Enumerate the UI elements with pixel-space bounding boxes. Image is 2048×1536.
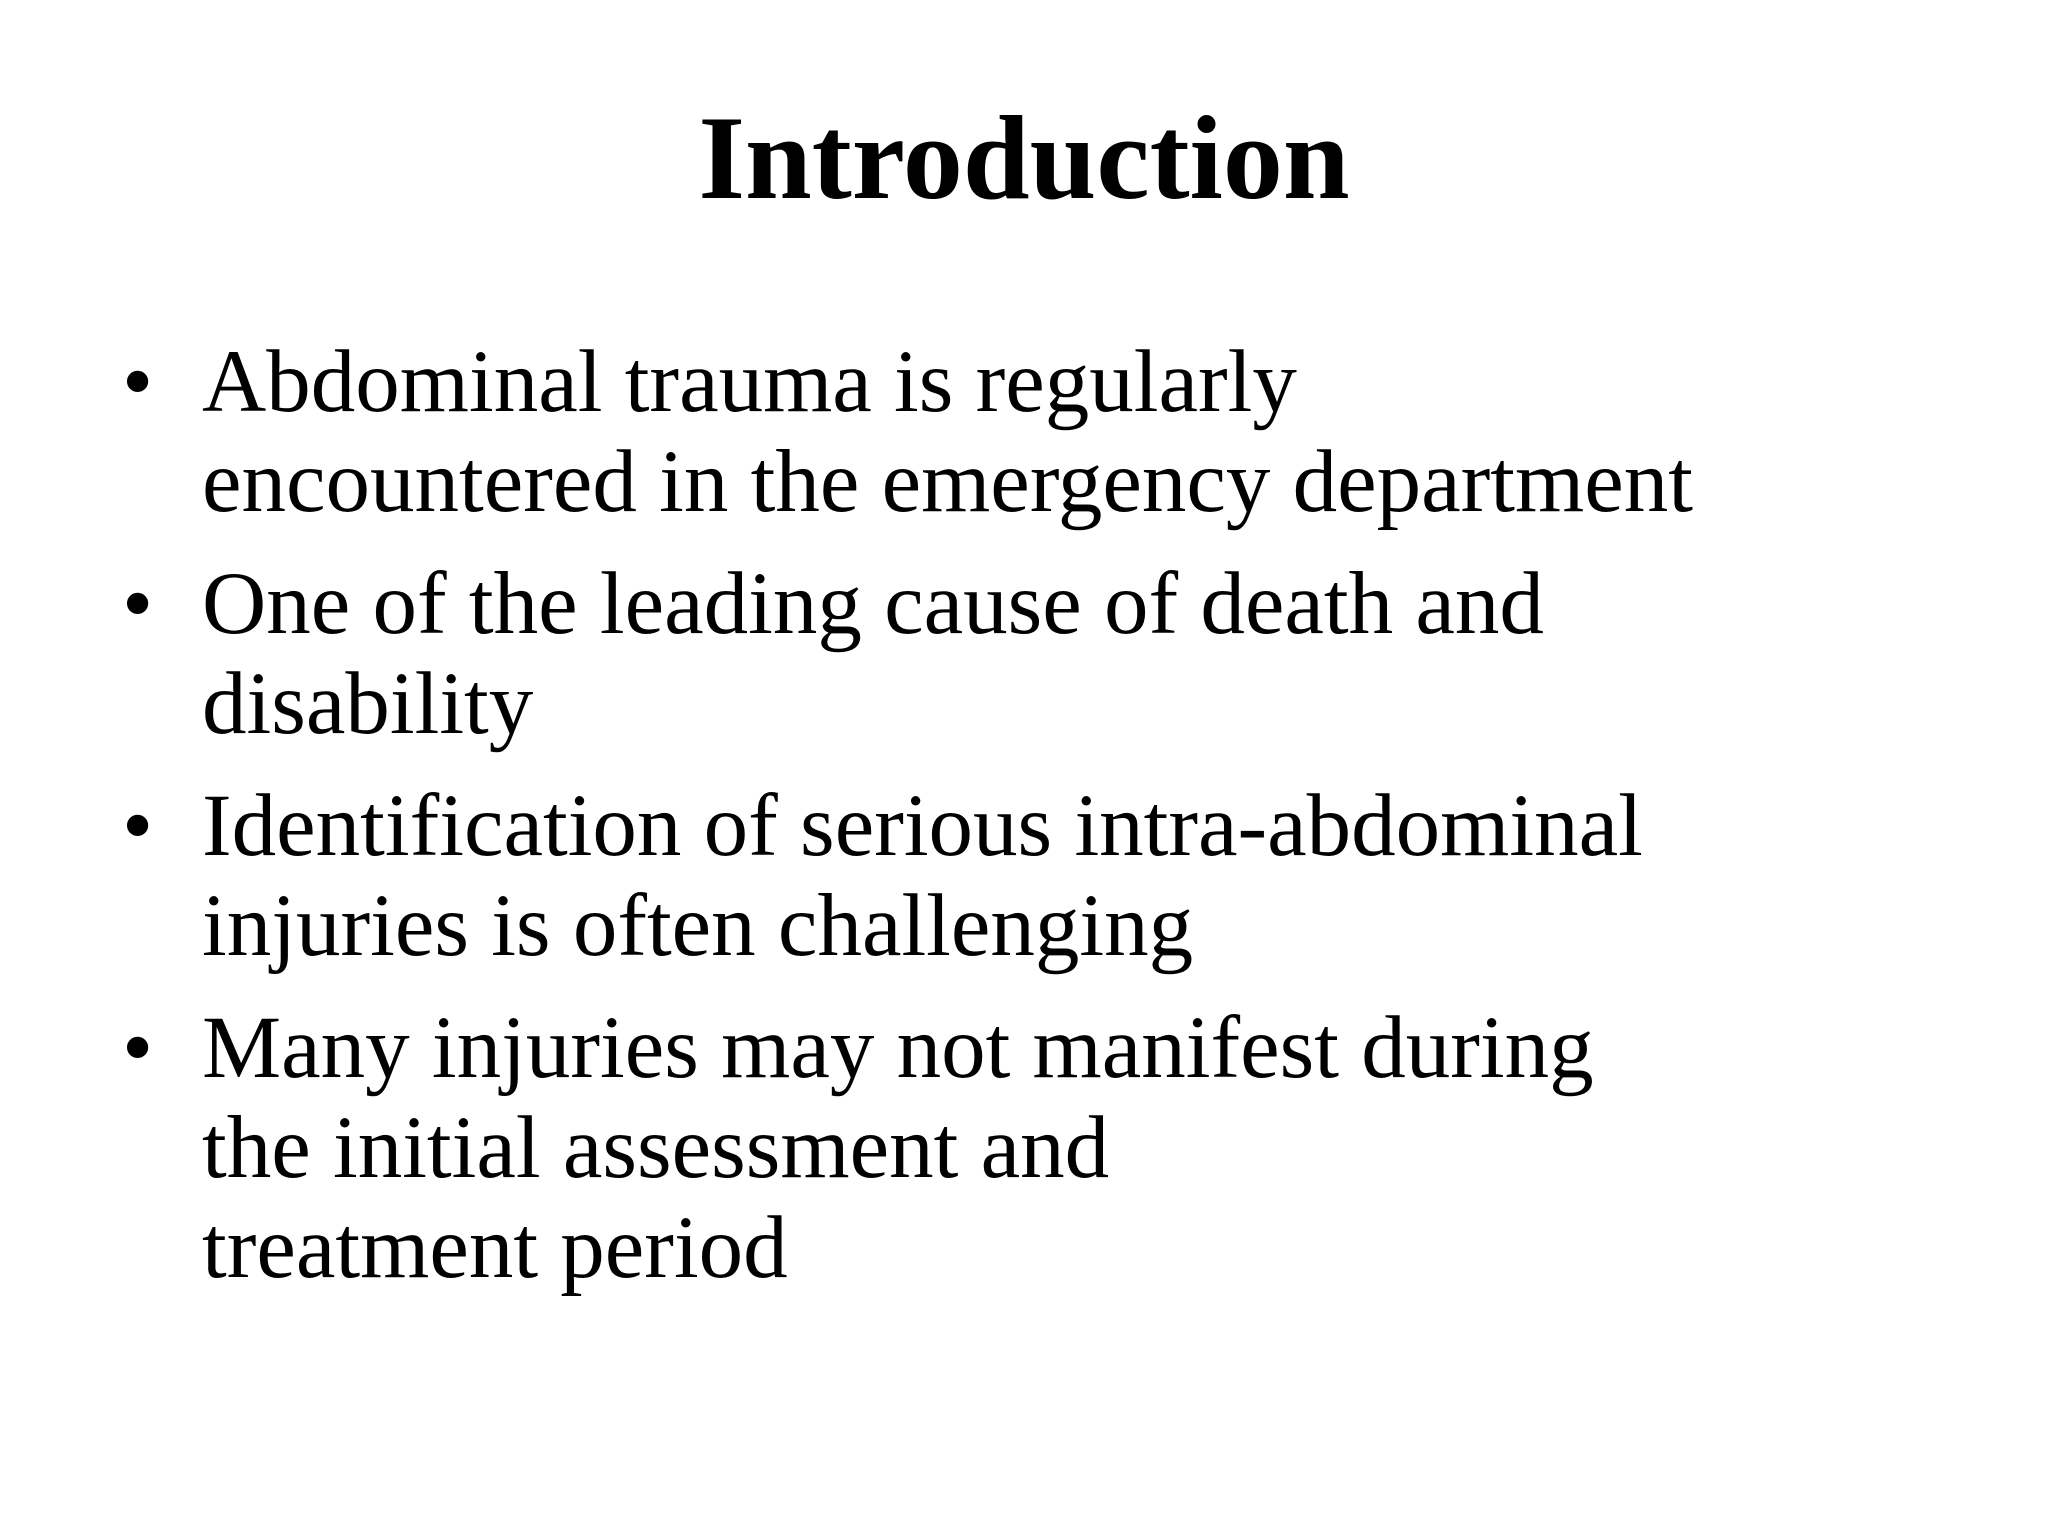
bullet-icon: • xyxy=(122,777,154,875)
bullet-text-line: the initial assessment and xyxy=(202,1099,1110,1197)
bullet-item xyxy=(0,998,2048,1298)
bullet-item xyxy=(0,776,2048,976)
bullet-item xyxy=(0,332,2048,532)
bullet-text-line: Abdominal trauma is regularly xyxy=(202,333,1297,431)
bullet-icon: • xyxy=(122,555,154,653)
bullet-text-line: disability xyxy=(202,655,534,753)
slide-title: Introduction xyxy=(698,91,1350,224)
bullet-item xyxy=(0,554,2048,754)
bullet-text-line: Identification of serious intra-abdominal xyxy=(202,777,1643,875)
bullet-text-line: injuries is often challenging xyxy=(202,877,1194,975)
bullet-text-line: encountered in the emergency department xyxy=(202,433,1693,531)
bullet-icon: • xyxy=(122,333,154,431)
bullet-text-line: Many injuries may not manifest during xyxy=(202,999,1594,1097)
bullet-text-line: One of the leading cause of death and xyxy=(202,555,1544,653)
bullet-text-line: treatment period xyxy=(202,1199,788,1297)
bullet-list xyxy=(0,332,2048,1320)
bullet-icon: • xyxy=(122,999,154,1097)
